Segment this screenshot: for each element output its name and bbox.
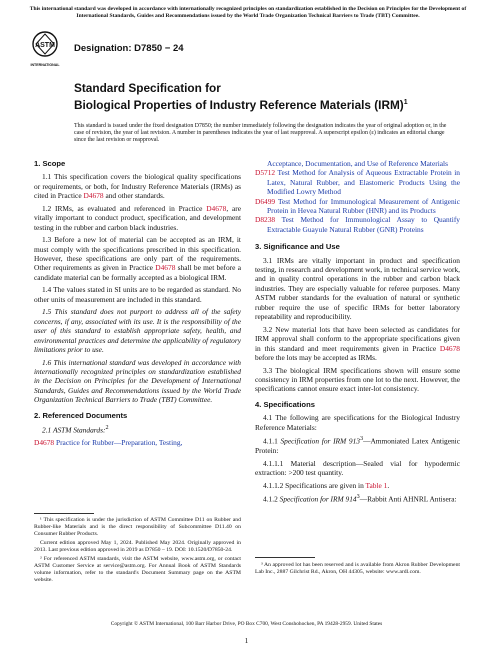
- footnote-ref-3[interactable]: 3: [356, 494, 360, 501]
- reference-d5712[interactable]: D5712 Test Method for Analysis of Aqueous Extractable Protein in Latex, Natural Rubber, and Elastomeric Products Using the Modified Lowry Method: [255, 168, 460, 197]
- reference-d4678[interactable]: D4678 Practice for Rubber—Preparation, Testing,: [34, 438, 183, 448]
- footnote-2: ² For referenced ASTM standards, visit the ASTM website, www.astm.org, or contact ASTM Customer Service at service@astm.org. For Annual Book of ASTM Standards volume information, refer to the standard's Document Summary page on the ASTM website.: [34, 556, 241, 583]
- footnote-ref-3[interactable]: 3: [360, 436, 364, 443]
- paragraph-4-1-1: 4.1.1 Specification for IRM $913^3—Ammoniated$ Latex Antigenic Protein:: [255, 436, 460, 455]
- link-d4678[interactable]: D4678: [206, 203, 227, 213]
- paragraph-1-1: 1.1 This specification covers the biological quality specifications or requirements, or both, for Industry Reference Materials (IRMs) as cited in Practice D4678 and other standards.: [34, 172, 241, 201]
- section-heading-scope: 1. Scope: [34, 159, 66, 168]
- footnote-1: ¹ This specification is under the jurisdiction of ASTM Committee D11 on Rubber and Rubber-like Materials and is the direct responsibility of Subcommittee D11.40 on Consumer Rubber Products.: [34, 517, 241, 537]
- paragraph-1-2: 1.2 IRMs, as evaluated and referenced in Practice D4678, are vitally important to conduct product, specification, and development testing in the rubber and carbon black industries.: [34, 203, 241, 232]
- paragraph-1-5: 1.5 This standard does not purport to address all of the safety concerns, if any, associated with its use. It is the responsibility of the user of this standard to establish appropriate safety, health, and environmental practices and determine the applicability of regulatory limitations prior to use.: [34, 307, 241, 355]
- title-footnote-ref[interactable]: 1: [403, 98, 408, 106]
- title-line-1: Standard Specification for: [74, 81, 221, 95]
- footnote-ref-2[interactable]: 2: [105, 425, 109, 432]
- link-table-1[interactable]: Table 1: [365, 480, 388, 490]
- standard-notice: This international standard was developed in accordance with internationally recognized principles on standardization established in the Decision on Principles for the Development of International Standards, Guides and Recommendations issued by the World Trade Organization Technical Barriers to Trade (TBT) Committee.: [29, 6, 467, 19]
- footnotes-left: [34, 517, 241, 586]
- issuance-note: This standard is issued under the fixed designation D7850; the number immediately following the designation indicates the year of original adoption or, in the case of revision, the year of last revision. A number in parentheses indicates the year of last reapproval. A superscript epsilon (ε) indicates an editorial change since the last revision or reapproval.: [74, 123, 447, 144]
- section-heading-referenced: 2. Referenced Documents: [34, 410, 128, 420]
- paragraph-3-1: 3.1 IRMs are vitally important in product and specification testing, in research and development work, in technical service work, and in quality control operations in the rubber and carbon black industries. They are especially valuable for referee purposes. Many ASTM rubber standards for the evaluation of natural or synthetic rubber require the use of specific IRMs for better laboratory repeatability and reproducibility.: [255, 255, 460, 322]
- paragraph-1-6: 1.6 This international standard was developed in accordance with internationally recognized principles on standardization established in the Decision on Principles for the Development of International Standards, Guides and Recommendations issued by the World Trade Organization Technical Barriers to Trade (TBT) Committee.: [34, 357, 241, 405]
- footnote-divider: [34, 513, 94, 514]
- paragraph-4-1-1-1: 4.1.1.1 Material description—Sealed vial for hypodermic extraction: >200 test quantity.: [255, 458, 460, 477]
- paragraph-3-3: 3.3 The biological IRM specifications shown will ensure some consistency in IRM properties from one lot to the next. However, the specifications cannot ensure exact inter-lot consistency.: [255, 365, 460, 394]
- paragraph-2-1: 2.1 ASTM Standards:$^2$: [42, 425, 109, 435]
- page-number: 1: [244, 636, 249, 645]
- reference-d6499[interactable]: D6499 Test Method for Immunological Measurement of Antigenic Protein in Hevea Natural Rubber (HNR) and its Products: [255, 196, 460, 216]
- link-d4678[interactable]: D4678: [439, 343, 460, 353]
- reference-d8238[interactable]: D8238 Test Method for Immunological Assay to Quantify Extractable Guayule Natural Rubber (GNR) Proteins: [255, 215, 460, 234]
- footnotes-right: [255, 562, 460, 578]
- paragraph-1-3: 1.3 Before a new lot of material can be accepted as an IRM, it must comply with the specifications prescribed in this specification. However, these specifications are only part of the requirements. Other requirements as given in Practice D4678 shall be met before a candidate material can be formally accepted as a biological IRM.: [34, 235, 241, 282]
- section-heading-significance: 3. Significance and Use: [255, 242, 340, 252]
- document-title: [74, 82, 444, 112]
- left-column: [34, 159, 241, 448]
- astm-logo-icon: [30, 30, 60, 70]
- paragraph-1-4: 1.4 The values stated in SI units are to be regarded as standard. No other units of measurement are included in this standard.: [34, 285, 241, 304]
- title-line-2: Biological Properties of Industry Reference Materials (IRM)$^1$: [74, 97, 408, 112]
- svg-text:ASTM: ASTM: [35, 42, 55, 49]
- footnote-3: ³ An approved lot has been reserved and is available from Akron Rubber Development Lab Inc., 2887 Gilchrist Rd., Akron, OH 44305, website: www.ardl.com.: [255, 562, 460, 575]
- link-d4678[interactable]: D4678: [83, 191, 104, 201]
- paragraph-4-1-1-2: 4.1.1.2 Specifications are given in Table 1.: [263, 480, 390, 490]
- designation: Designation: D7850 − 24: [74, 43, 184, 54]
- section-heading-specifications: 4. Specifications: [255, 399, 315, 409]
- footnote-divider: [255, 557, 315, 558]
- astm-logo: [30, 30, 60, 70]
- logo-caption: INTERNATIONAL: [30, 63, 60, 67]
- reference-d4678-cont[interactable]: Acceptance, Documentation, and Use of Reference Materials: [267, 159, 448, 168]
- footnote-1b: Current edition approved May 1, 2024. Published May 2024. Originally approved in 2013. Last previous edition approved in 2019 as D7850 – 19. DOI: 10.1520/D7850-24.: [34, 540, 241, 553]
- paragraph-3-2: 3.2 New material lots that have been selected as candidates for IRM approval shall conform to the appropriate specifications given in this standard and meet requirements given in Practice D4678 before the lots may be accepted as IRMs.: [255, 324, 460, 362]
- right-column: [255, 159, 460, 507]
- paragraph-4-1: 4.1 The following are specifications for the Biological Industry Reference Materials:: [255, 413, 460, 432]
- copyright-footer: Copyright © ASTM International, 100 Barr Harbor Drive, PO Box C700, West Conshohocken, PA 19428-2959. United States: [110, 621, 383, 627]
- paragraph-4-1-2: 4.1.2 Specification for IRM $914^3—Rabbit$ Anti AHNRL Antisera:: [263, 494, 457, 504]
- link-d4678[interactable]: D4678: [155, 263, 176, 273]
